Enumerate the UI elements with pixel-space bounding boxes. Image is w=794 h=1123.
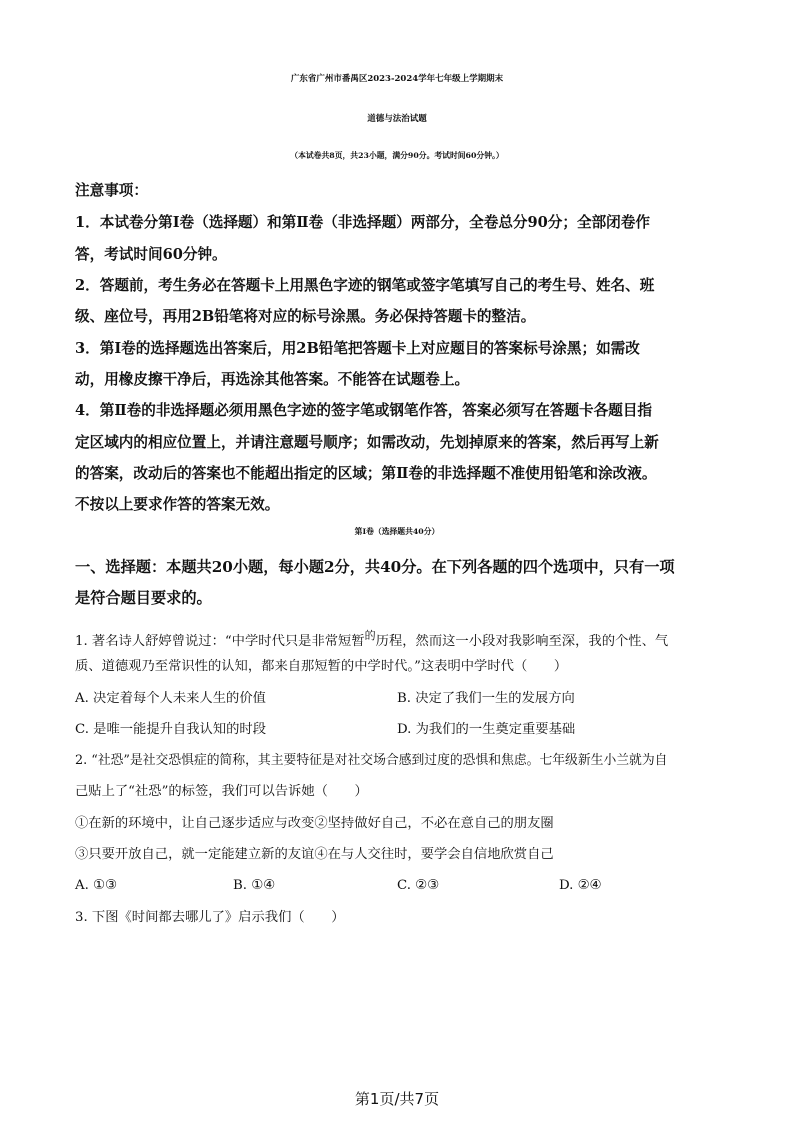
- notes-line: 动，用橡皮擦干净后，再选涂其他答案。不能答在试题卷上。: [75, 371, 470, 388]
- q2-option-c: C. ②③: [397, 878, 439, 893]
- q1-stem-line1: 1. 著名诗人舒婷曾说过：“中学时代只是非常短暂$^的$历程，然而这一小段对我影响至深，我的个性、气: [75, 629, 669, 649]
- q2-stem-line1: 2. “社恐”是社交恐惧症的简称，其主要特征是对社交场合感到过度的恐惧和焦虑。七年级新生小兰就为自: [75, 753, 668, 768]
- notes-heading: 注意事项：: [75, 182, 148, 199]
- q2-stem-line2: 己贴上了“社恐”的标签，我们可以告诉她（ ）: [75, 784, 368, 799]
- notes-line: 不按以上要求作答的答案无效。: [75, 496, 280, 513]
- q1-stem-line2: 质、道德观乃至常识性的认知，都来自那短暂的中学时代。”这表明中学时代（ ）: [75, 659, 568, 674]
- q2-option-a: A. ①③: [75, 878, 117, 893]
- q1-option-c: C. 是唯一能提升自我认知的时段: [75, 722, 267, 737]
- notes-line: 4．第Ⅱ卷的非选择题必须用黑色字迹的签字笔或钢笔作答，答案必须写在答题卡各题目指: [75, 402, 653, 419]
- notes-line: 级、座位号，再用2B铅笔将对应的标号涂黑。务必保持答题卡的整洁。: [75, 308, 536, 325]
- q2-option-b: B. ①④: [233, 878, 276, 893]
- notes-line: 1．本试卷分第Ⅰ卷（选择题）和第Ⅱ卷（非选择题）两部分，全卷总分90分；全部闭卷作: [75, 214, 650, 231]
- notes-line: 答，考试时间60分钟。: [75, 246, 227, 263]
- notes-line: 2．答题前，考生务必在答题卡上用黑色字迹的钢笔或签字笔填写自己的考生号、姓名、班: [75, 277, 655, 294]
- q2-option-d: D. ②④: [559, 878, 602, 893]
- section1-heading: 第Ⅰ卷（选择题共40分）: [354, 527, 440, 536]
- q1-option-a: A. 决定着每个人未来人生的价值: [75, 691, 266, 706]
- notes-line: 的答案，改动后的答案也不能超出指定的区域；第Ⅱ卷的非选择题不准使用铅笔和涂改液。: [75, 465, 657, 482]
- notes-line: 3．第Ⅰ卷的选择题选出答案后，用2B铅笔把答题卡上对应题目的答案标号涂黑；如需改: [75, 340, 640, 357]
- page-number: 第1页/共7页: [354, 1090, 440, 1108]
- q3-stem-line1: 3. 下图《时间都去哪儿了》启示我们（ ）: [75, 910, 345, 925]
- exam-title-line2: 道德与法治试题: [367, 114, 427, 124]
- exam-subtitle: （本试卷共8页，共23小题，满分90分。考试时间60分钟。）: [290, 151, 504, 160]
- exam-title-line1: 广东省广州市番禺区2023-2024学年七年级上学期期末: [290, 74, 504, 84]
- q1-option-d: D. 为我们的一生奠定重要基础: [397, 722, 576, 737]
- q2-statement-line: ①在新的环境中，让自己逐步适应与改变②坚持做好自己，不必在意自己的朋友圈: [75, 816, 554, 831]
- q2-statement-line: ③只要开放自己，就一定能建立新的友谊④在与人交往时，要学会自信地欣赏自己: [75, 847, 554, 862]
- section1-instruction: 一、选择题：本题共20小题，每小题2分，共40分。在下列各题的四个选项中，只有一项: [75, 558, 675, 576]
- notes-line: 定区域内的相应位置上，并请注意题号顺序；如需改动，先划掉原来的答案，然后再写上新: [75, 434, 659, 451]
- section1-instruction: 是符合题目要求的。: [75, 589, 212, 607]
- q1-option-b: B. 决定了我们一生的发展方向: [397, 691, 575, 706]
